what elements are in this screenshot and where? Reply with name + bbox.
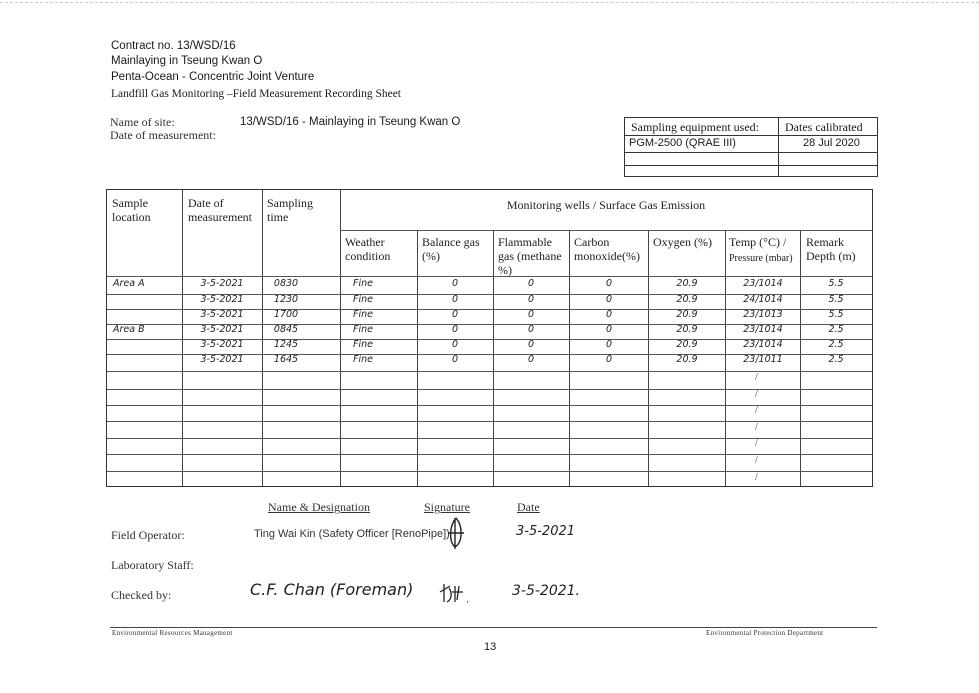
scan-edge-line [0, 2, 979, 3]
cell-oxygen: 20.9 [676, 294, 698, 305]
cell-temp-pressure: 24/1014 [743, 294, 783, 305]
equipment-table [624, 117, 878, 177]
cell-balance: 0 [451, 324, 459, 335]
calibration-header: Dates calibrated [785, 120, 863, 134]
cell-flammable: 0 [527, 309, 535, 320]
measurement-table: Sample location Date of measurement Sampling time Monitoring wells / Surface Gas Emission Weather condition Balance gas (%) Flammable gas (methane %) Carbon monoxide(%) Oxygen (%) Temp (°C) / Pressure (mbar) Remark Depth (m) Area A 3-5-2021 0830 Fine 0 0 0 20.9 23/1014 5.5 3-5-2021 1230 Fine 0 0 0 20.9 24/1014 5.5 3-5-2021 1700 Fine 0 0 0 20.9 23/1013 5.5 Area B 3-5-2021 0845 Fine 0 0 0 20.9 23/1014 2.5 3-5-2021 1245 Fine 0 0 0 20.9 23/1014 2.5 3-5-2021 1645 Fine 0 0 0 20.9 23/1011 2.5 / / / / / / / [106, 189, 873, 487]
site-name-value: 13/WSD/16 - Mainlaying in Tseung Kwan O [240, 116, 461, 128]
cell-remark: 5.5 [828, 294, 844, 305]
cell-date: 3-5-2021 [200, 324, 244, 335]
header-monitoring-group: Monitoring wells / Surface Gas Emission [506, 198, 706, 212]
cell-time: 1645 [273, 354, 299, 365]
cell-balance: 0 [451, 339, 459, 350]
header-balance-gas: Balance gas (%) [422, 235, 480, 263]
cell-location: Area B [113, 324, 145, 335]
header-sample-location: Sample location [112, 196, 151, 224]
cell-date: 3-5-2021 [200, 294, 244, 305]
cell-oxygen: 20.9 [676, 324, 698, 335]
cell-date: 3-5-2021 [200, 339, 244, 350]
cell-date: 3-5-2021 [200, 354, 244, 365]
site-name-label: Name of site: [110, 115, 175, 129]
project-name: Mainlaying in Tseung Kwan O [111, 55, 263, 67]
page-number: 13 [484, 641, 497, 653]
checked-by-date: 3-5-2021. [512, 583, 580, 599]
signoff-signature-header: Signature [424, 500, 470, 514]
cell-flammable: 0 [527, 294, 535, 305]
cell-temp-pressure: 23/1014 [743, 339, 783, 350]
cell-co: 0 [605, 294, 613, 305]
cell-balance: 0 [451, 278, 459, 289]
footer-right: Environmental Protection Department [706, 629, 824, 637]
equipment-header: Sampling equipment used: [631, 120, 759, 134]
header-pressure: Pressure (mbar) [729, 253, 793, 264]
field-operator-name: Ting Wai Kin (Safety Officer [RenoPipe]) [254, 528, 450, 540]
cell-flammable: 0 [527, 339, 535, 350]
cell-co: 0 [605, 339, 613, 350]
contractor-name: Penta-Ocean - Concentric Joint Venture [111, 71, 315, 83]
footer-left: Environmental Resources Management [112, 629, 233, 637]
cell-flammable: 0 [527, 278, 535, 289]
cell-weather: Fine [353, 354, 373, 365]
site-labels [110, 116, 216, 142]
cell-remark: 2.5 [828, 354, 844, 365]
cell-flammable: 0 [527, 324, 535, 335]
cell-weather: Fine [353, 294, 373, 305]
header-date: Date of measurement [188, 196, 252, 224]
cell-remark: 2.5 [828, 324, 844, 335]
cell-temp-pressure: 23/1014 [743, 324, 783, 335]
checked-by-signature [437, 582, 471, 606]
cell-time: 0845 [273, 324, 299, 335]
cell-co: 0 [605, 354, 613, 365]
cell-flammable: 0 [527, 354, 535, 365]
cell-weather: Fine [353, 309, 373, 320]
header-remark: Remark Depth (m) [806, 235, 856, 263]
cell-remark: 5.5 [828, 278, 844, 289]
cell-weather: Fine [353, 278, 373, 289]
cell-remark: 5.5 [828, 309, 844, 320]
cell-remark: 2.5 [828, 339, 844, 350]
header-oxygen: Oxygen (%) [653, 235, 712, 249]
cell-time: 1700 [273, 309, 299, 320]
cell-oxygen: 20.9 [676, 309, 698, 320]
cell-temp-pressure: 23/1013 [743, 309, 783, 320]
field-operator-date: 3-5-2021 [516, 524, 576, 539]
cell-time: 1230 [273, 294, 299, 305]
checked-by-name: C.F. Chan (Foreman) [250, 580, 414, 599]
contract-number: Contract no. 13/WSD/16 [111, 40, 236, 52]
cell-oxygen: 20.9 [676, 278, 698, 289]
laboratory-staff-label: Laboratory Staff: [111, 558, 194, 572]
header-weather: Weather condition [345, 235, 391, 263]
header-temp: Temp (°C) / [729, 235, 787, 249]
header-carbon-monoxide: Carbon monoxide(%) [574, 235, 640, 263]
cell-co: 0 [605, 309, 613, 320]
header-flammable-gas: Flammable gas (methane %) [498, 235, 562, 277]
footer-rule [110, 627, 877, 628]
checked-by-label: Checked by: [111, 588, 172, 602]
sheet-title: Landfill Gas Monitoring –Field Measurement Recording Sheet [111, 88, 401, 100]
cell-weather: Fine [353, 339, 373, 350]
cell-weather: Fine [353, 324, 373, 335]
field-operator-label: Field Operator: [111, 528, 185, 542]
cell-location: Area A [113, 278, 145, 289]
cell-temp-pressure: 23/1014 [743, 278, 783, 289]
field-operator-signature [445, 516, 467, 550]
calibration-date: 28 Jul 2020 [803, 137, 860, 149]
cell-temp-pressure: 23/1011 [743, 354, 783, 365]
cell-date: 3-5-2021 [200, 278, 244, 289]
cell-co: 0 [605, 324, 613, 335]
cell-co: 0 [605, 278, 613, 289]
cell-time: 0830 [273, 278, 299, 289]
equipment-name: PGM-2500 (QRAE III) [629, 137, 736, 149]
cell-date: 3-5-2021 [200, 309, 244, 320]
header-sampling-time: Sampling time [267, 196, 314, 224]
measurement-date-label: Date of measurement: [110, 128, 216, 142]
cell-oxygen: 20.9 [676, 339, 698, 350]
signoff-date-header: Date [517, 500, 540, 514]
cell-balance: 0 [451, 354, 459, 365]
signoff-name-header: Name & Designation [268, 500, 370, 514]
cell-balance: 0 [451, 294, 459, 305]
cell-oxygen: 20.9 [676, 354, 698, 365]
cell-balance: 0 [451, 309, 459, 320]
cell-time: 1245 [273, 339, 299, 350]
